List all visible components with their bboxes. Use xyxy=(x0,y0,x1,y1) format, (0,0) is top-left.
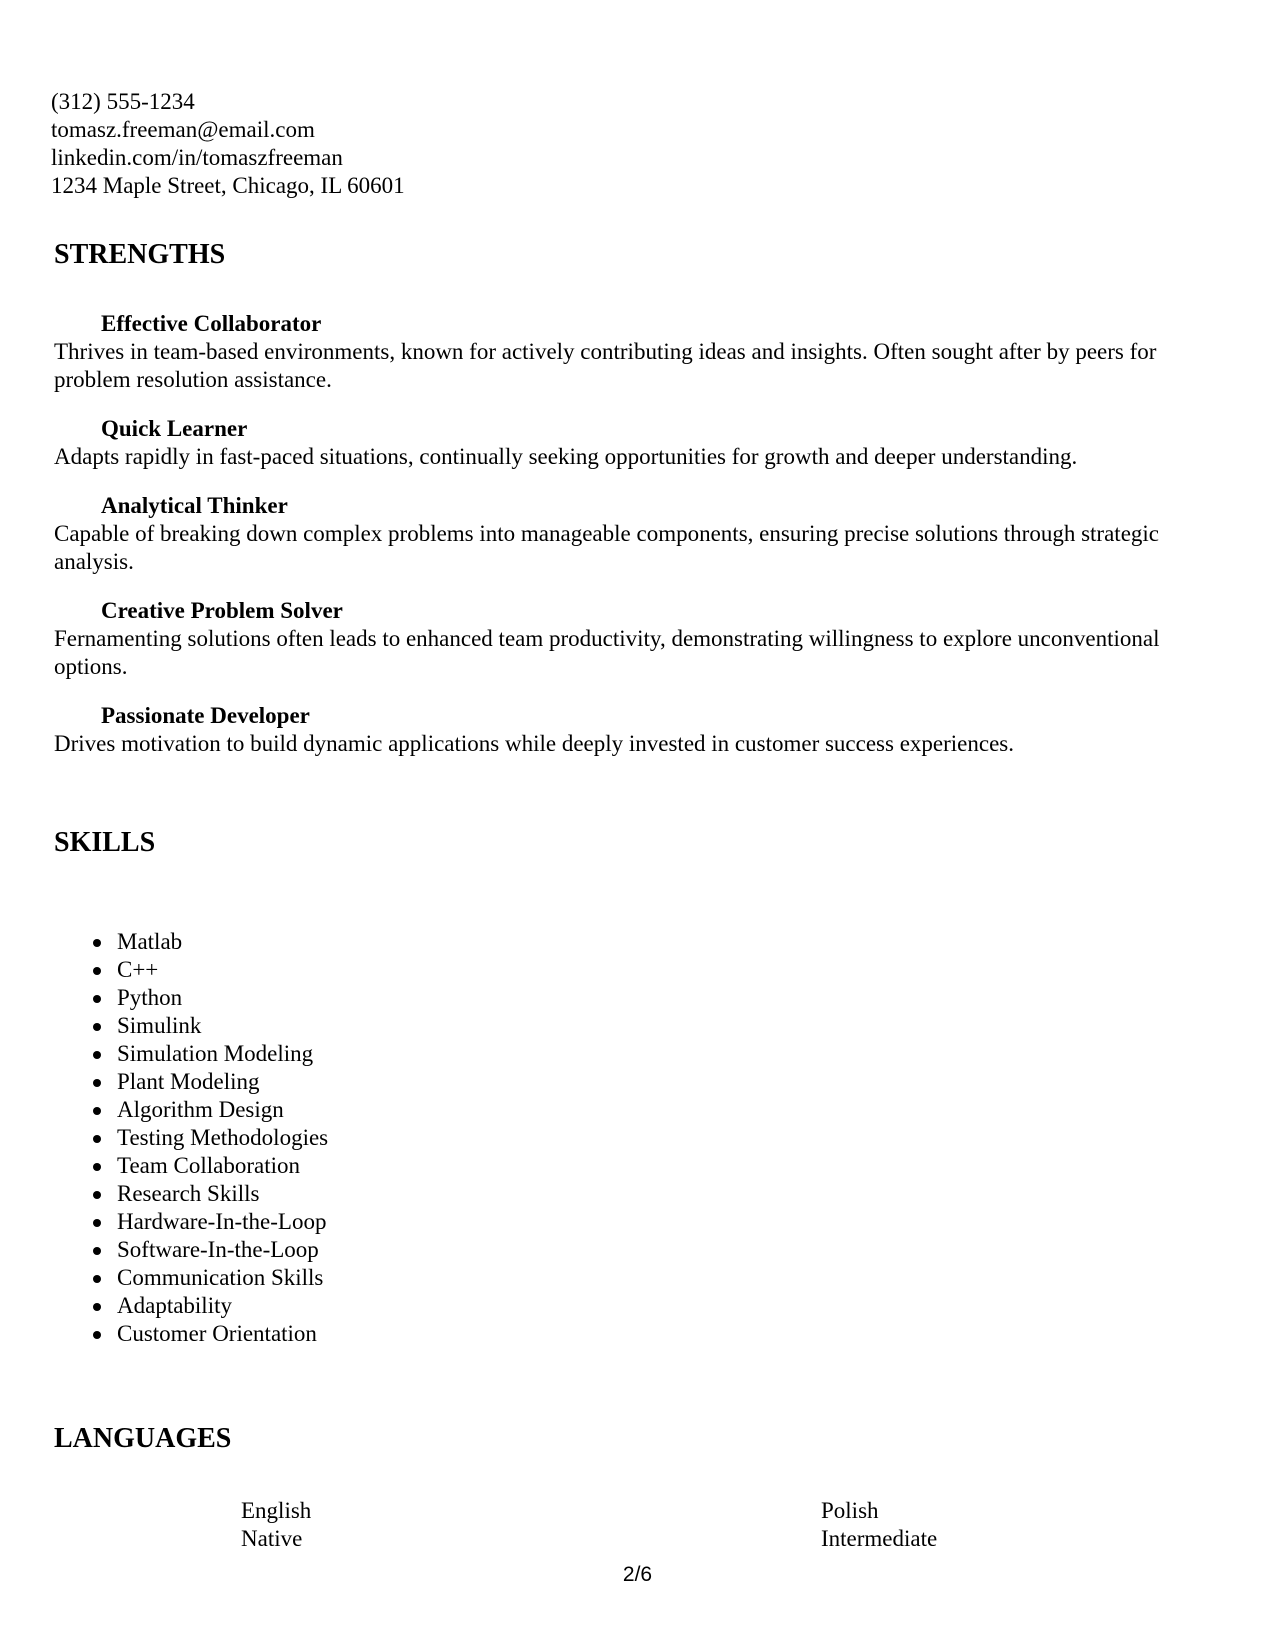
skills-list xyxy=(88,928,328,1348)
skill-item: Plant Modeling xyxy=(117,1068,328,1096)
strength-title: Quick Learner xyxy=(101,416,248,441)
skill-item: C++ xyxy=(117,956,328,984)
strength-item xyxy=(54,310,1234,394)
language-item-english xyxy=(241,1497,311,1553)
skill-item: Team Collaboration xyxy=(117,1152,328,1180)
language-level: Native xyxy=(241,1526,303,1551)
contact-linkedin: linkedin.com/in/tomaszfreeman xyxy=(51,145,343,170)
strength-item xyxy=(54,415,1234,471)
skill-item: Software-In-the-Loop xyxy=(117,1236,328,1264)
strength-title: Effective Collaborator xyxy=(101,311,322,336)
skills-heading: SKILLS xyxy=(54,827,156,858)
skill-item: Python xyxy=(117,984,328,1012)
skill-item: Hardware-In-the-Loop xyxy=(117,1209,327,1234)
contact-block xyxy=(51,88,405,200)
skill-item: Simulink xyxy=(117,1012,328,1040)
strength-item xyxy=(54,702,1234,758)
contact-phone: (312) 555-1234 xyxy=(51,89,195,114)
language-name: English xyxy=(241,1498,312,1523)
languages-heading: LANGUAGES xyxy=(54,1423,232,1454)
language-name: Polish xyxy=(821,1498,879,1523)
language-level: Intermediate xyxy=(821,1526,938,1551)
skill-item: Research Skills xyxy=(117,1180,328,1208)
strengths-list xyxy=(54,310,1234,779)
strength-description: Adapts rapidly in fast-paced situations, continually seeking opportunities for growth and deeper understanding. xyxy=(54,444,1078,469)
strengths-heading: STRENGTHS xyxy=(54,239,226,270)
skill-item: Adaptability xyxy=(117,1292,328,1320)
skill-item: Matlab xyxy=(117,928,328,956)
strength-item xyxy=(54,492,1234,576)
page-number: 2/6 xyxy=(622,1563,653,1586)
contact-email: tomasz.freeman@email.com xyxy=(51,117,315,142)
strength-description: Fernamenting solutions often leads to enhanced team productivity, demonstrating willingness to explore unconventional options. xyxy=(54,626,1160,679)
skill-item: Communication Skills xyxy=(117,1264,328,1292)
strength-title: Creative Problem Solver xyxy=(101,598,343,623)
skill-item: Simulation Modeling xyxy=(117,1040,328,1068)
skill-item: Testing Methodologies xyxy=(117,1125,329,1150)
strength-title: Analytical Thinker xyxy=(101,493,288,518)
strength-description: Capable of breaking down complex problems into manageable components, ensuring precise solutions through strategic analysis. xyxy=(54,521,1159,574)
strength-item xyxy=(54,597,1234,681)
skill-item: Customer Orientation xyxy=(117,1320,328,1348)
contact-address: 1234 Maple Street, Chicago, IL 60601 xyxy=(51,173,405,198)
strength-description: Thrives in team-based environments, known for actively contributing ideas and insights. Often sought after by peers for problem resolution assistance. xyxy=(54,339,1157,392)
skill-item: Algorithm Design xyxy=(117,1096,328,1124)
strength-description: Drives motivation to build dynamic applications while deeply invested in customer success experiences. xyxy=(54,731,1015,756)
strength-title: Passionate Developer xyxy=(101,703,310,728)
language-item-polish xyxy=(821,1497,937,1553)
